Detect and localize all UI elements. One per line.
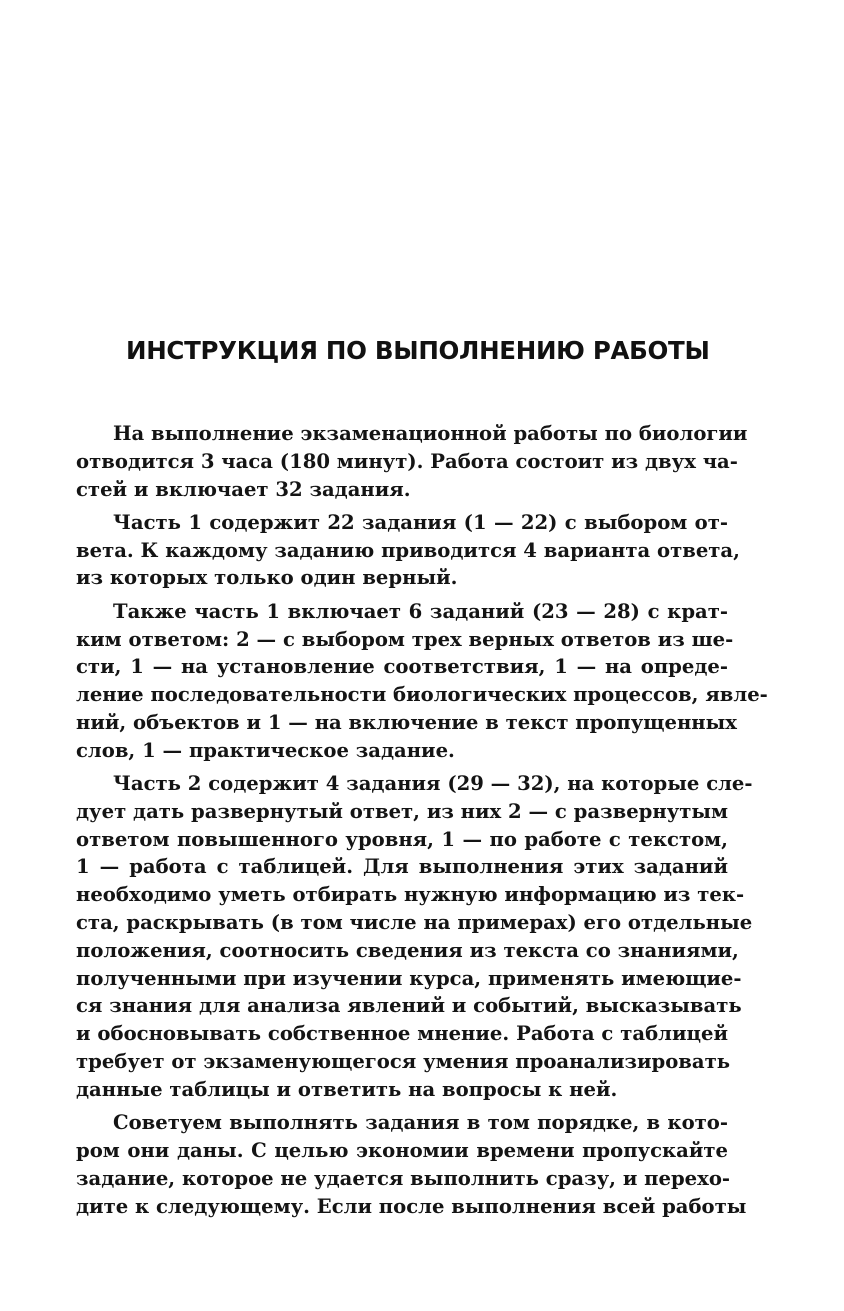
text-line: сти, 1 — на установление соответствия, 1 — на опреде- xyxy=(76,655,728,679)
text-line: Советуем выполнять задания в том порядке, в кото- xyxy=(113,1111,728,1135)
text-line: ся знания для анализа явлений и событий, высказывать xyxy=(76,994,742,1018)
text-line: дите к следующему. Если после выполнения всей работы xyxy=(76,1194,747,1218)
text-line: Часть 2 содержит 4 задания (29 — 32), на которые сле- xyxy=(113,772,753,796)
text-line: ром они даны. С целью экономии времени пропускайте xyxy=(76,1138,728,1162)
paragraph-4 xyxy=(76,770,753,1104)
paragraph-5 xyxy=(76,1109,747,1220)
text-line: На выполнение экзаменационной работы по биологии xyxy=(113,422,748,445)
text-line: ний, объектов и 1 — на включение в текст пропущенных xyxy=(76,710,737,734)
text-line: ответом повышенного уровня, 1 — по работе с текстом, xyxy=(76,827,728,851)
text-line: положения, соотносить сведения из текста со знаниями, xyxy=(76,938,739,962)
text-line: требует от экзаменующегося умения проанализировать xyxy=(76,1050,731,1074)
paragraph-2 xyxy=(76,509,740,592)
text-line: отводится 3 часа (180 минут). Работа состоит из двух ча- xyxy=(76,449,738,473)
text-line: вета. К каждому заданию приводится 4 варианта ответа, xyxy=(76,538,740,562)
text-line: полученными при изучении курса, применять имеющие- xyxy=(76,966,742,990)
text-line: слов, 1 — практическое задание. xyxy=(76,738,455,762)
paragraph-1 xyxy=(76,420,748,503)
text-line: Часть 1 содержит 22 задания (1 — 22) с выбором от- xyxy=(113,510,728,534)
text-line: ста, раскрывать (в том числе на примерах) его отдельные xyxy=(76,911,753,935)
text-line: необходимо уметь отбирать нужную информацию из тек- xyxy=(76,883,745,907)
text-line: стей и включает 32 задания. xyxy=(76,477,411,501)
text-line: дует дать развернутый ответ, из них 2 — с развернутым xyxy=(76,799,729,823)
text-line: задание, которое не удается выполнить сразу, и перехо- xyxy=(76,1166,731,1190)
paragraph-3 xyxy=(76,598,768,765)
page-heading: ИНСТРУКЦИЯ ПО ВЫПОЛНЕНИЮ РАБОТЫ xyxy=(126,336,710,365)
text-line: и обосновывать собственное мнение. Работа с таблицей xyxy=(76,1022,728,1046)
text-line: данные таблицы и ответить на вопросы к ней. xyxy=(76,1077,618,1101)
text-line: ление последовательности биологических процессов, явле- xyxy=(76,683,768,707)
instruction-text xyxy=(76,420,768,1226)
text-line: Также часть 1 включает 6 заданий (23 — 28) с крат- xyxy=(113,599,728,623)
text-line: ким ответом: 2 — с выбором трех верных ответов из ше- xyxy=(76,627,734,651)
text-line: 1 — работа с таблицей. Для выполнения этих заданий xyxy=(76,855,728,879)
text-line: из которых только один верный. xyxy=(76,566,458,590)
